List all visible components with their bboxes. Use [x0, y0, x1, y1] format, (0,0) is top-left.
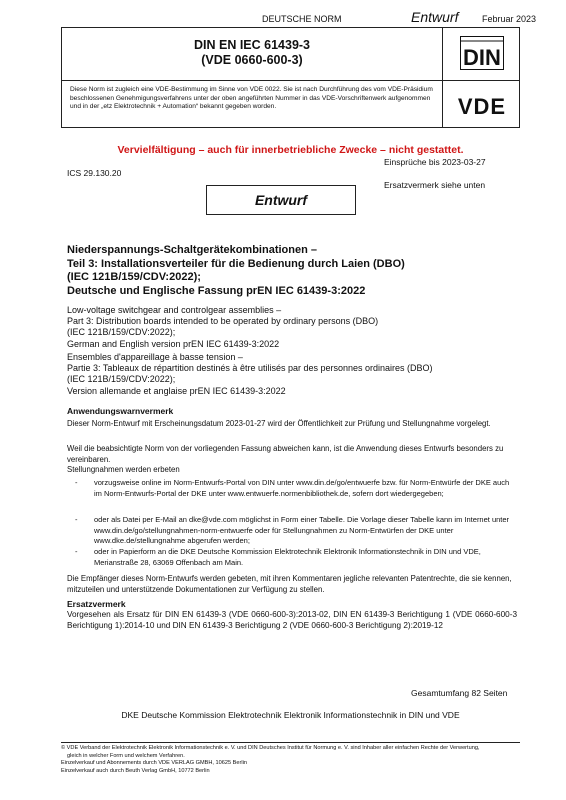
bullet-marker: - — [75, 478, 78, 487]
title-line: Version allemande et anglaise prEN IEC 61439-3:2022 — [67, 385, 286, 396]
copyright-footer — [61, 745, 566, 775]
din-logo-text: DIN — [463, 45, 501, 70]
frame-divider-vertical — [442, 28, 443, 127]
standard-type: DEUTSCHE NORM — [262, 14, 342, 24]
total-pages: Gesamtumfang 82 Seiten — [411, 688, 508, 698]
application-paragraph: Stellungnahmen werden erbeten — [67, 465, 180, 474]
application-paragraph: Weil die beabsichtigte Norm von der vorliegenden Fassung abweichen kann, ist die Anwendung dieses Entwurfs besonders zu vereinbaren. — [67, 444, 504, 464]
footer-line: © VDE Verband der Elektrotechnik Elektronik Informationstechnik e. V. und DIN Deutsches Institut für Normung e. V. sind Inhaber aller einfachen Rechte der Verwertung, — [61, 745, 480, 751]
footer-line: gleich in welcher Form und welchem Verfahren. — [67, 752, 185, 759]
vde-number: (VDE 0660-600-3) — [201, 53, 303, 67]
list-item — [75, 478, 517, 499]
title-german — [67, 244, 517, 299]
vde-logo: VDE — [457, 94, 507, 119]
title-line: (IEC 121B/159/CDV:2022); — [67, 327, 176, 338]
din-logo — [460, 36, 504, 70]
replacement-text: Vorgesehen als Ersatz für DIN EN 61439-3 (VDE 0660-600-3):2013-02, DIN EN 61439-3 Berichtigung 1 (VDE 0660-600-3 Berichtigung 1):2014-10 und DIN EN 61439-3 Berichtigung 2 (VDE 0660-600-3 Berichtigung 2):2019-12 — [67, 610, 517, 630]
vde-note: Diese Norm ist zugleich eine VDE-Bestimmung im Sinne von VDE 0022. Sie ist nach Durchführung des vom VDE-Präsidium beschlossenen Genehmigungsverfahrens unter der oben angeführten Nummer in das VDE-Vorschriftenwerk aufgenommen und in der „etz Elektrotechnik + Automation“ bekannt gegeben worden. — [70, 86, 433, 111]
list-item-text: oder in Papierform an die DKE Deutsche Kommission Elektrotechnik Elektronik Informationstechnik in DIN und VDE, Merianstraße 28, 63069 Offenbach am Main. — [94, 547, 481, 567]
title-line: (IEC 121B/159/CDV:2022); — [67, 271, 201, 284]
dke-line: DKE Deutsche Kommission Elektrotechnik Elektronik Informationstechnik in DIN und VDE — [121, 710, 460, 720]
list-item — [75, 547, 517, 568]
footer-line: Einzelverkauf auch durch Beuth Verlag GmbH, 10772 Berlin — [61, 767, 210, 774]
list-item-text: oder als Datei per E-Mail an dke@vde.com möglichst in Form einer Tabelle. Die Vorlage dieser Tabelle kann im Internet unter www.din.de/go/stellungnahmen-norm-entwuerfe oder für Stellungnahmen zu Norm-Entwürfen der DKE unter www.dke.de/stellungnahme abgerufen werden; — [94, 515, 510, 546]
replacement-heading: Ersatzvermerk — [67, 599, 126, 609]
title-line: (IEC 121B/159/CDV:2022); — [67, 374, 176, 385]
bullet-marker: - — [75, 547, 78, 556]
frame-divider-horizontal — [62, 80, 519, 81]
ics-code: ICS 29.130.20 — [67, 168, 122, 178]
issue-date: Februar 2023 — [482, 14, 537, 24]
footer-divider — [61, 742, 520, 743]
list-item — [75, 515, 517, 547]
title-line: Ensembles d'appareillage à basse tension – — [67, 352, 243, 362]
replacement-reference: Ersatzvermerk siehe unten — [384, 180, 486, 190]
title-line: Low-voltage switchgear and controlgear assemblies – — [67, 305, 282, 315]
title-line: Part 3: Distribution boards intended to be operated by ordinary persons (DBO) — [67, 316, 379, 327]
application-paragraph: Die Empfänger dieses Norm-Entwurfs werden gebeten, mit ihren Kommentaren jegliche relevanten Patentrechte, die sie kennen, mitzuteilen und unterstützende Dokumentationen zur Verfügung zu stellen. — [67, 574, 512, 594]
copy-warning: Vervielfältigung – auch für innerbetriebliche Zwecke – nicht gestattet. — [117, 144, 464, 156]
bullet-marker: - — [75, 515, 78, 524]
draft-box: Entwurf — [206, 185, 356, 215]
draft-label: Entwurf — [411, 9, 459, 25]
title-line: Niederspannungs-Schaltgerätekombinationen – — [67, 244, 317, 256]
title-line: Partie 3: Tableaux de répartition destinés à être utilisés par des personnes ordinaires (DBO) — [67, 363, 433, 374]
title-line: Deutsche und Englische Fassung prEN IEC 61439-3:2022 — [67, 285, 366, 298]
title-frame — [61, 27, 520, 128]
list-item-text: vorzugsweise online im Norm-Entwurfs-Portal von DIN unter www.din.de/go/entwuerfe bzw. für Norm-Entwürfe der DKE auch im Norm-Entwurfs-Portal der DKE unter www.entwuerfe.normenbibliothek.de, sofern dort wiedergegeben; — [94, 478, 510, 498]
application-heading: Anwendungswarnvermerk — [67, 406, 174, 416]
objections-deadline: Einsprüche bis 2023-03-27 — [384, 157, 486, 167]
title-english — [67, 305, 517, 350]
title-french — [67, 352, 517, 397]
document-number: DIN EN IEC 61439-3 — [193, 38, 311, 52]
title-line: German and English version prEN IEC 61439-3:2022 — [67, 338, 280, 349]
footer-line: Einzelverkauf und Abonnements durch VDE VERLAG GMBH, 10625 Berlin — [61, 760, 247, 766]
title-line: Teil 3: Installationsverteiler für die Bedienung durch Laien (DBO) — [67, 257, 405, 270]
application-paragraph: Dieser Norm-Entwurf mit Erscheinungsdatum 2023-01-27 wird der Öffentlichkeit zur Prüfung und Stellungnahme vorgelegt. — [67, 419, 491, 428]
